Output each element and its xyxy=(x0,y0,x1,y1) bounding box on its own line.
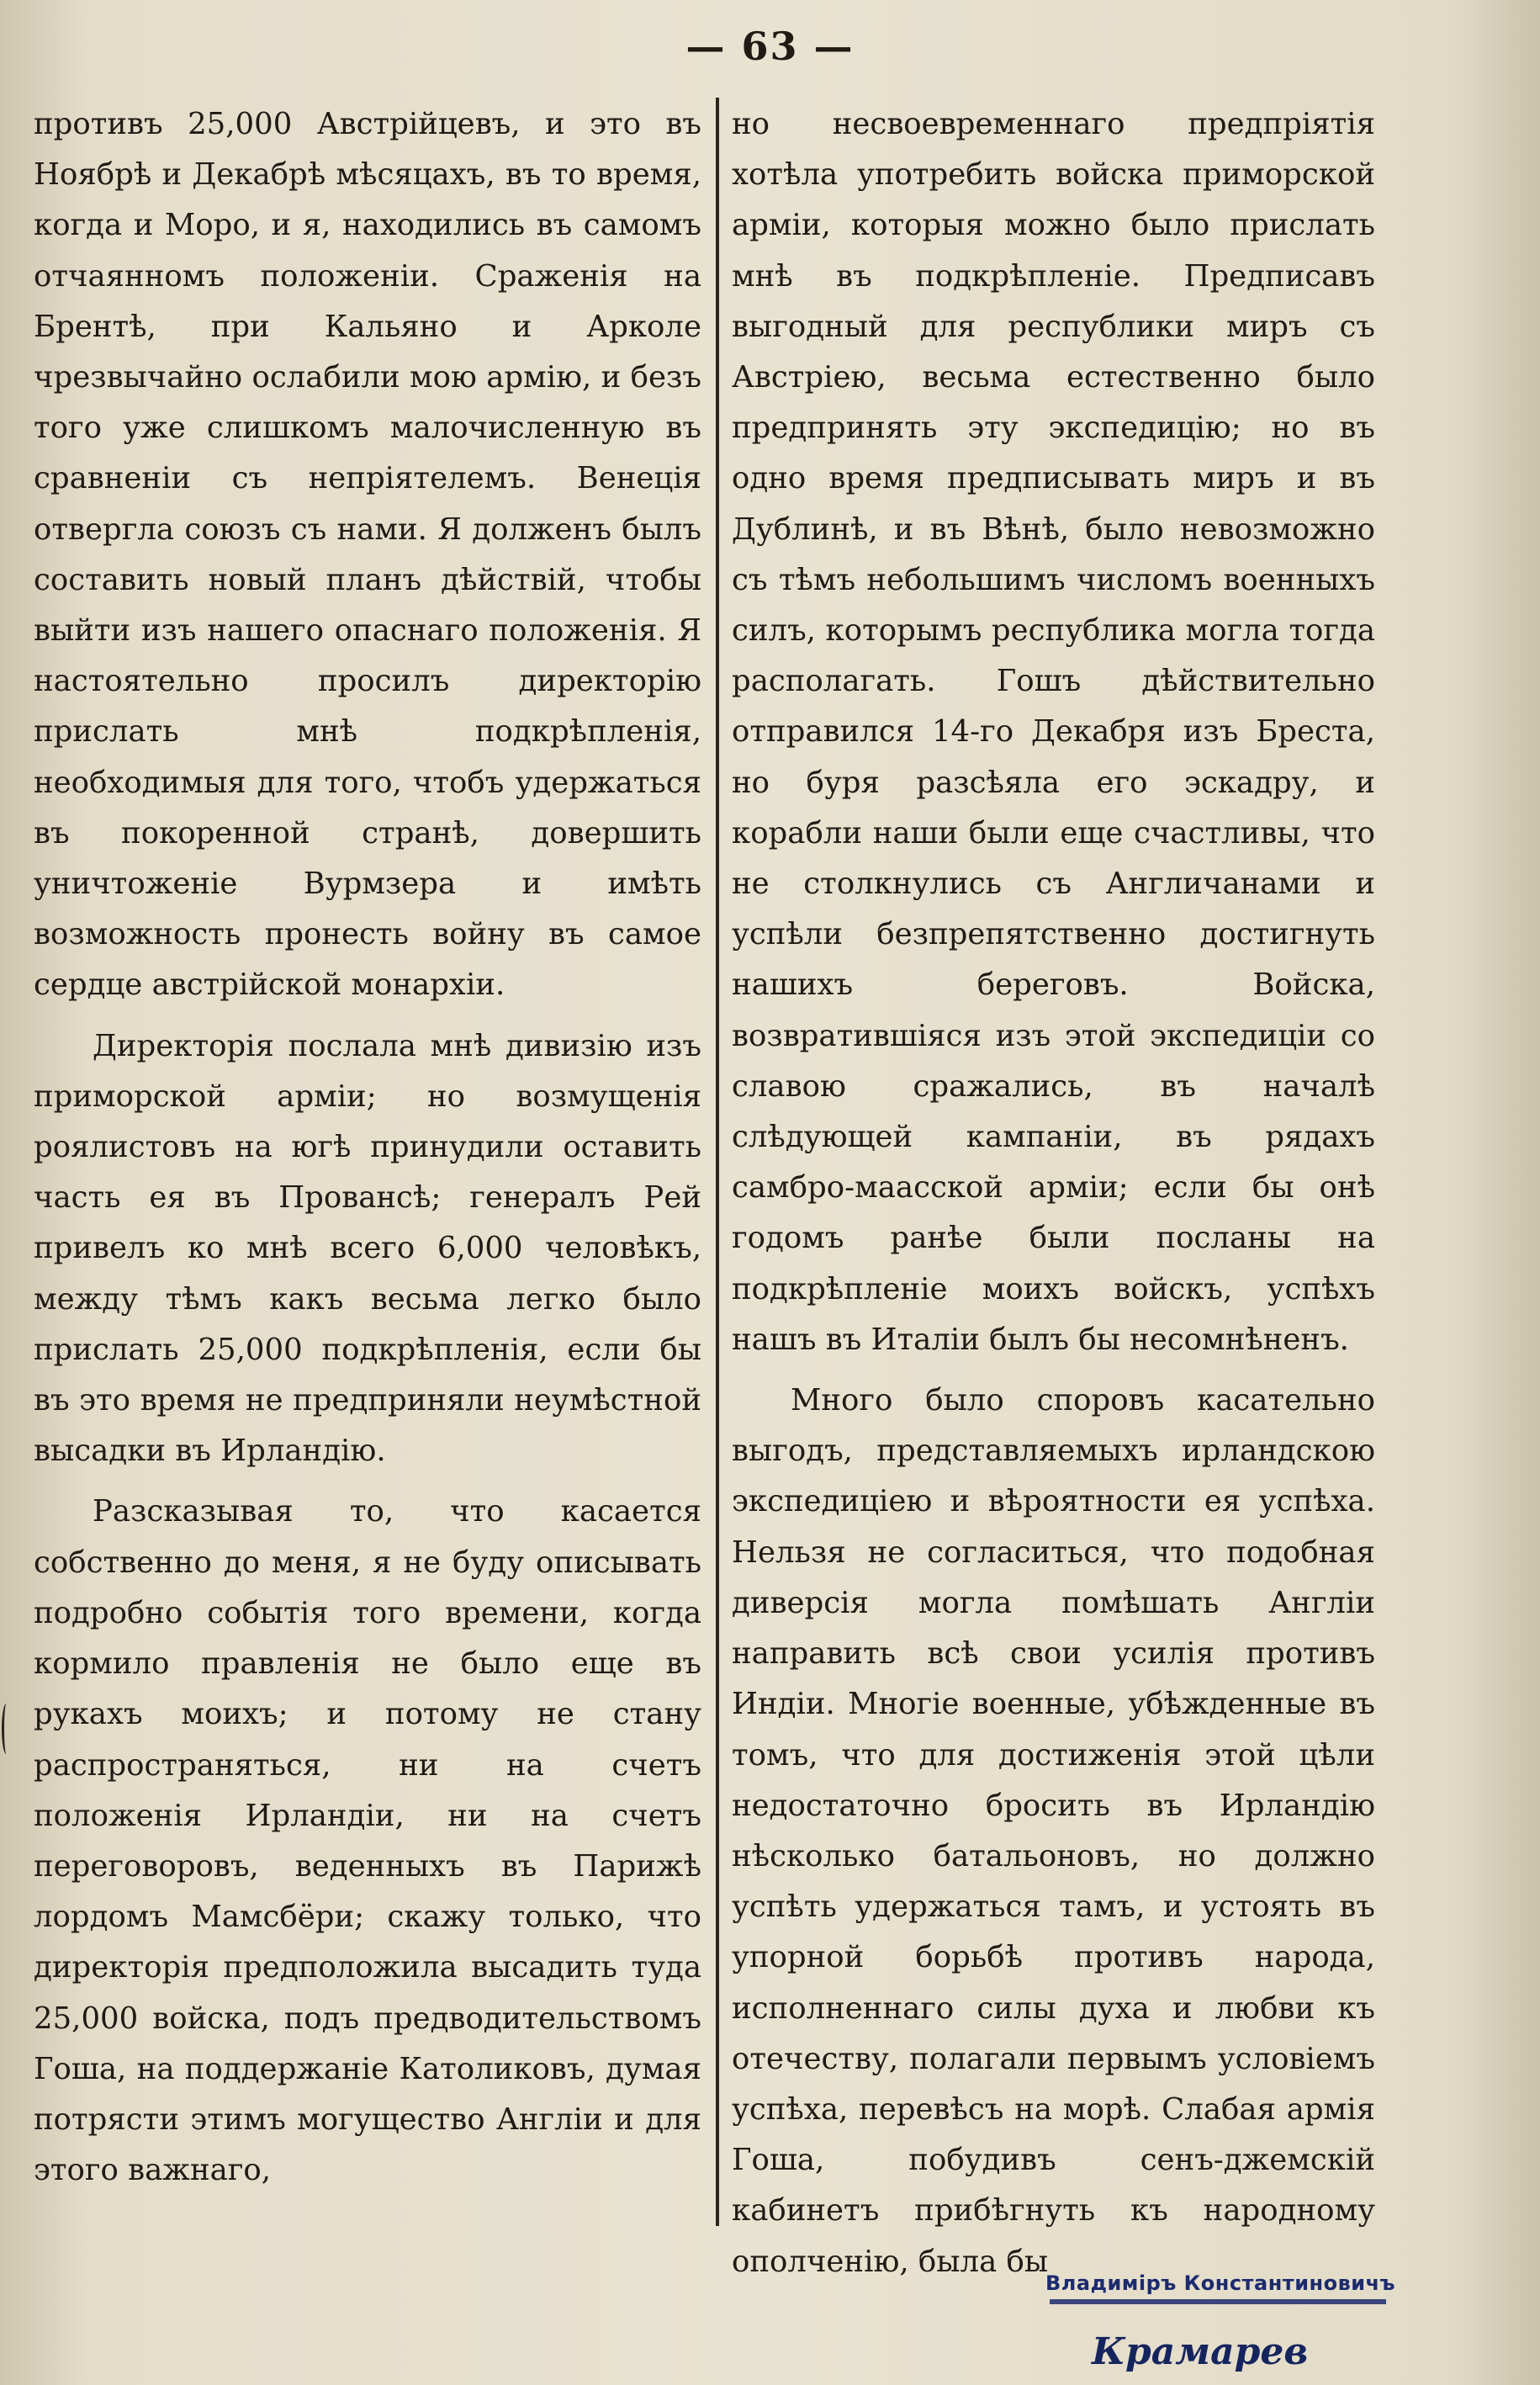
right-paragraph-2: Много было споровъ касательно выгодъ, представляемыхъ ирландскою экспедиціею и вѣроятности ея успѣха. Нельзя не согласиться, что подобная диверсія могла помѣшать Англіи направить всѣ свои усилія противъ Индіи. Многіе военные, убѣжденные въ томъ, что для достиженія этой цѣли недостаточно бросить въ Ирландію нѣсколько батальоновъ, но должно успѣть удержаться тамъ, и устоять въ упорной борьбѣ противъ народа, исполненнаго силы духа и любви къ отечеству, полагали первымъ условіемъ успѣха, перевѣсъ на морѣ. Слабая армія Гоша, побудивъ сенъ-джемскій кабинетъ прибѣгнуть къ народному ополченію, была бы xyxy=(732,1383,1375,2279)
ownership-stamp: Владиміръ Константиновичъ xyxy=(1045,2271,1396,2295)
handwritten-signature: Крамарев xyxy=(1092,2330,1309,2373)
right-paragraph-1: но несвоевременнаго предпріятія хотѣла употребить войска приморской арміи, которыя можно было прислать мнѣ въ подкрѣпленіе. Предписавъ выгодный для республики миръ съ Австріею, весьма естественно было предпринять эту экспедицію; но въ одно время предписывать миръ и въ Дублинѣ, и въ Вѣнѣ, было невозможно съ тѣмъ небольшимъ числомъ военныхъ силъ, которымъ республика могла тогда располагать. Гошъ дѣйствительно отправился 14-го Декабря изъ Бреста, но буря разсѣяла его эскадру, и корабли наши были еще счастливы, что не столкнулись съ Англичанами и успѣли безпрепятственно достигнуть нашихъ береговъ. Войска, возвратившіяся изъ этой экспедиціи со славою сражались, въ началѣ слѣдующей кампаніи, въ рядахъ самбро-маасской арміи; если бы онѣ годомъ ранѣе были посланы на подкрѣпленіе моихъ войскъ, успѣхъ нашъ въ Италіи былъ бы несомнѣненъ. xyxy=(732,107,1375,1357)
page-number: — 63 — xyxy=(685,24,855,69)
column-divider xyxy=(716,98,719,2226)
right-column xyxy=(732,99,1375,2287)
stamp-underline xyxy=(1050,2299,1386,2304)
left-column xyxy=(34,99,701,2196)
left-paragraph-2: Директорія послала мнѣ дивизію изъ приморской арміи; но возмущенія роялистовъ на югѣ принудили оставить часть ея въ Провансѣ; генералъ Рей привелъ ко мнѣ всего 6,000 человѣкъ, между тѣмъ какъ весьма легко было прислать 25,000 подкрѣпленія, если бы въ это время не предприняли неумѣстной высадки въ Ирландію. xyxy=(34,1028,701,1469)
gutter-mark xyxy=(2,1704,11,1754)
left-paragraph-1: противъ 25,000 Австрійцевъ, и это въ Ноябрѣ и Декабрѣ мѣсяцахъ, въ то время, когда и Моро, и я, находились въ самомъ отчаянномъ положеніи. Сраженія на Брентѣ, при Кальяно и Арколе чрезвычайно ослабили мою армію, и безъ того уже слишкомъ малочисленную въ сравненіи съ непріятелемъ. Венеція отвергла союзъ съ нами. Я долженъ былъ составить новый планъ дѣйствій, чтобы выйти изъ нашего опаснаго положенія. Я настоятельно просилъ директорію прислать мнѣ подкрѣпленія, необходимыя для того, чтобъ удержаться въ покоренной странѣ, довершить уничтоженіе Вурмзера и имѣть возможность пронесть войну въ самое сердце австрійской монархіи. xyxy=(34,107,701,1003)
left-paragraph-3: Разсказывая то, что касается собственно до меня, я не буду описывать подробно событія того времени, когда кормило правленія не было еще въ рукахъ моихъ; и потому не стану распространяться, ни на счетъ положенія Ирландіи, ни на счетъ переговоровъ, веденныхъ въ Парижѣ лордомъ Мамсбёри; скажу только, что директорія предположила высадить туда 25,000 войска, подъ предводительствомъ Гоша, на поддержаніе Католиковъ, думая потрясти этимъ могущество Англіи и для этого важнаго, xyxy=(34,1494,701,2188)
